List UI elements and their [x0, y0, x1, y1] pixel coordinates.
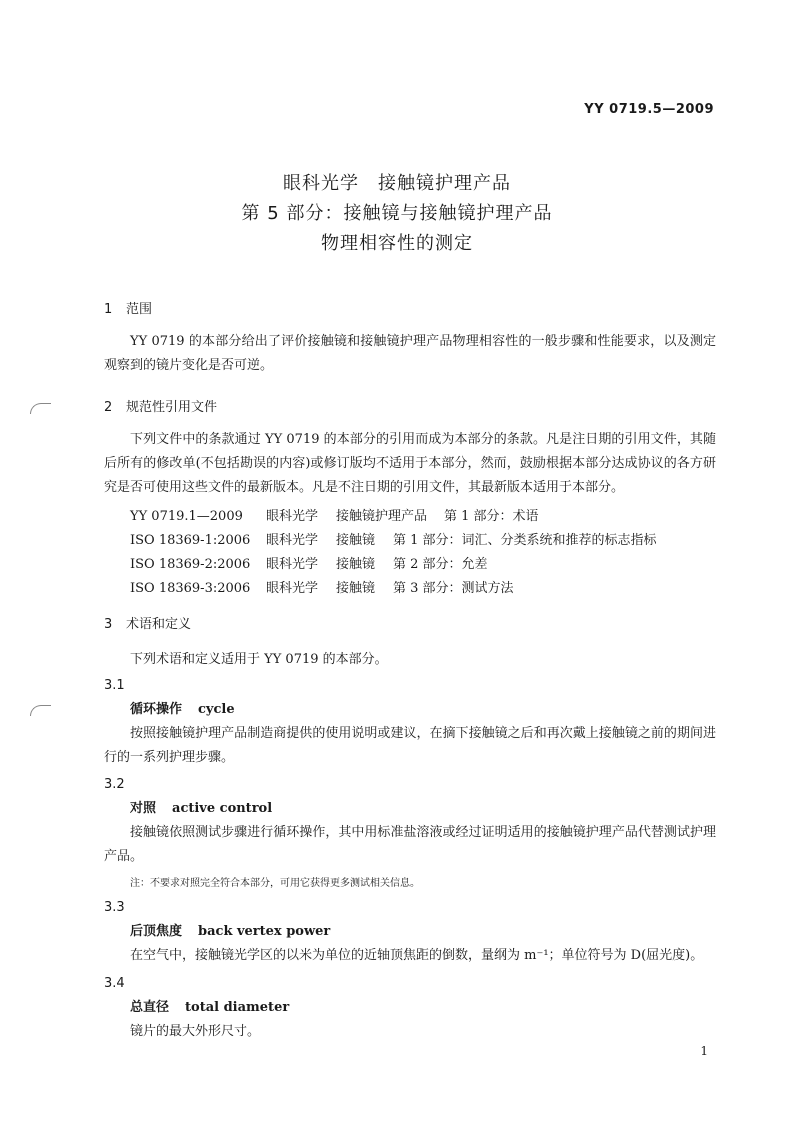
reference-name: 接触镜 [336, 533, 376, 548]
term-zh: 循环操作 [130, 702, 183, 717]
term-definition: 在空气中，接触镜光学区的以米为单位的近轴顶焦距的倒数，量纲为 m⁻¹；单位符号为 D(屈光度)。 [130, 948, 704, 963]
section-number: 3 [104, 617, 113, 632]
reference-name: 眼科光学 [266, 557, 319, 572]
reference-item [130, 531, 657, 551]
term-en: back vertex power [198, 924, 331, 939]
term-number: 3.1 [104, 678, 125, 693]
term-definition: 接触镜依照测试步骤进行循环操作，其中用标准盐溶液或经过证明适用的接触镜护理产品代替测试护理产品。 [104, 825, 716, 864]
reference-name: 眼科光学 [266, 509, 319, 524]
section-2-heading [104, 398, 217, 418]
title-line-3: 物理相容性的测定 [321, 233, 473, 254]
title-line-1: 眼科光学 接触镜护理产品 [283, 173, 511, 194]
term-zh: 后顶焦度 [130, 924, 183, 939]
binding-hole-mark [30, 403, 51, 414]
reference-code: ISO 18369-2:2006 [130, 557, 251, 572]
term-en: total diameter [185, 1000, 290, 1015]
reference-name: 接触镜护理产品 [336, 509, 428, 524]
term-heading [130, 922, 330, 942]
term-definition: 按照接触镜护理产品制造商提供的使用说明或建议，在摘下接触镜之后和再次戴上接触镜之前的期间进行的一系列护理步骤。 [104, 726, 716, 765]
term-number: 3.4 [104, 976, 125, 991]
term-definition: 镜片的最大外形尺寸。 [130, 1024, 261, 1039]
section-number: 1 [104, 302, 113, 317]
section-title: 规范性引用文件 [126, 400, 218, 415]
term-zh: 总直径 [130, 1000, 170, 1015]
section-title: 范围 [126, 302, 153, 317]
reference-name: 接触镜 [336, 581, 376, 596]
reference-part: 第 2 部分：允差 [393, 557, 488, 572]
reference-code: ISO 18369-1:2006 [130, 533, 251, 548]
standard-code: YY 0719.5—2009 [584, 102, 714, 117]
term-en: active control [172, 801, 273, 816]
reference-part: 第 3 部分：测试方法 [393, 581, 514, 596]
term-zh: 对照 [130, 801, 157, 816]
term-number: 3.3 [104, 900, 125, 915]
reference-name: 接触镜 [336, 557, 376, 572]
section-1-paragraph: YY 0719 的本部分给出了评价接触镜和接触镜护理产品物理相容性的一般步骤和性能要求，以及测定观察到的镜片变化是否可逆。 [104, 334, 716, 373]
term-note: 注：不要求对照完全符合本部分，可用它获得更多测试相关信息。 [130, 878, 420, 889]
binding-hole-mark [30, 705, 51, 716]
reference-item [130, 555, 488, 575]
reference-name: 眼科光学 [266, 581, 319, 596]
reference-item [130, 579, 514, 599]
reference-item [130, 507, 539, 527]
section-3-heading [104, 615, 191, 635]
term-heading [130, 799, 272, 819]
page-number: 1 [700, 1044, 708, 1058]
reference-part: 第 1 部分：术语 [444, 509, 539, 524]
term-heading [130, 700, 235, 720]
reference-part: 第 1 部分：词汇、分类系统和推荐的标志指标 [393, 533, 657, 548]
reference-code: ISO 18369-3:2006 [130, 581, 251, 596]
reference-code: YY 0719.1—2009 [130, 509, 243, 524]
term-heading [130, 998, 289, 1018]
title-line-2: 第 5 部分：接触镜与接触镜护理产品 [241, 203, 553, 224]
section-3-paragraph: 下列术语和定义适用于 YY 0719 的本部分。 [130, 652, 388, 667]
term-number: 3.2 [104, 777, 125, 792]
section-number: 2 [104, 400, 113, 415]
section-title: 术语和定义 [126, 617, 192, 632]
reference-name: 眼科光学 [266, 533, 319, 548]
term-en: cycle [198, 702, 235, 717]
section-1-heading [104, 300, 152, 320]
section-2-paragraph: 下列文件中的条款通过 YY 0719 的本部分的引用而成为本部分的条款。凡是注日期的引用文件，其随后所有的修改单(不包括勘误的内容)或修订版均不适用于本部分，然而，鼓励根据本部分达成协议的各方研究是否可使用这些文件的最新版本。凡是不注日期的引用文件，其最新版本适用于本部分。 [104, 432, 716, 495]
